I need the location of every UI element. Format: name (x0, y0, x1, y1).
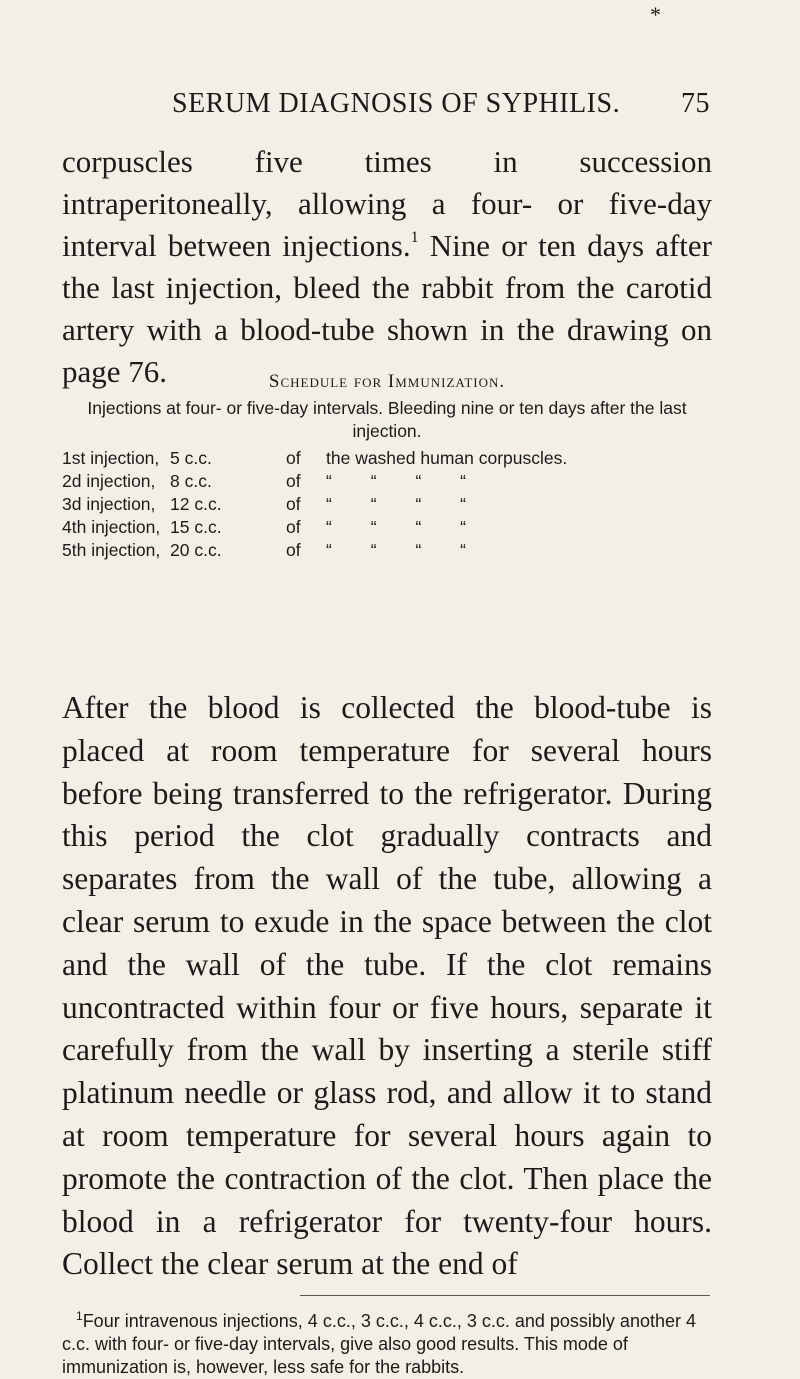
running-title: SERUM DIAGNOSIS OF SYPHILIS. (172, 88, 621, 119)
footnote-ref: 1 (410, 229, 419, 246)
injection-number: 2d injection, (62, 471, 156, 491)
schedule-row (62, 447, 712, 470)
page-number: 75 (681, 88, 710, 119)
injection-of: of (286, 540, 301, 560)
injection-material: “ “ “ “ (326, 494, 466, 514)
schedule-intro: Injections at four- or five-day intervals. Bleeding nine or ten days after the last injection. (87, 398, 687, 441)
injection-number: 5th injection, (62, 540, 161, 560)
injection-number: 4th injection, (62, 517, 161, 537)
footnote-text: Four intravenous injections, 4 c.c., 3 c.c., 4 c.c., 3 c.c. and possibly another 4 c.c. with four- or five-day intervals, give also good results. This mode of immunization is, however, less safe for the rabbits. (62, 1311, 696, 1377)
schedule-row (62, 470, 712, 493)
immunization-schedule (62, 370, 712, 562)
paragraph-1 (62, 141, 712, 393)
injection-material: “ “ “ “ (326, 517, 466, 537)
injection-material: “ “ “ “ (326, 471, 466, 491)
injection-of: of (286, 471, 301, 491)
schedule-row (62, 516, 712, 539)
paragraph-2-text: After the blood is collected the blood-tube is placed at room temperature for several hours before being transferred to the refrigerator. During this period the clot gradually contracts and separates from the wall of the tube, allowing a clear serum to exude in the space between the clot and the wall of the tube. If the clot remains uncontracted within four or five hours, separate it carefully from the wall by inserting a sterile stiff platinum needle or glass rod, and allow it to stand at room temperature for several hours again to promote the contraction of the clot. Then place the blood in a refrigerator for twenty-four hours. Collect the clear serum at the end of (62, 690, 712, 1282)
injection-number: 3d injection, (62, 494, 156, 514)
injection-dose: 20 c.c. (170, 540, 222, 560)
paragraph-1-text-b: Nine or ten days after the last injection, bleed the rabbit from the carotid artery with a blood-tube shown in the drawing on page 76. (62, 228, 712, 389)
footnote-marker: 1 (76, 1309, 83, 1323)
page-mark: * (650, 2, 661, 27)
injection-of: of (286, 494, 301, 514)
injection-dose: 15 c.c. (170, 517, 222, 537)
injection-number: 1st injection, (62, 448, 160, 468)
schedule-rows (62, 447, 712, 562)
injection-material: the washed human corpuscles. (326, 448, 568, 468)
injection-of: of (286, 448, 301, 468)
paragraph-2 (62, 687, 712, 1286)
schedule-row (62, 539, 712, 562)
injection-dose: 5 c.c. (170, 448, 212, 468)
injection-dose: 12 c.c. (170, 494, 222, 514)
schedule-row (62, 493, 712, 516)
paragraph-1-text-a: corpuscles five times in succession intraperitoneally, allowing a four- or five-day interval between injections. (62, 144, 712, 263)
injection-dose: 8 c.c. (170, 471, 212, 491)
footnote (62, 1305, 712, 1379)
injection-of: of (286, 517, 301, 537)
injection-material: “ “ “ “ (326, 540, 466, 560)
schedule-title: Schedule for Immunization. (268, 371, 506, 392)
footnote-divider (300, 1295, 710, 1296)
